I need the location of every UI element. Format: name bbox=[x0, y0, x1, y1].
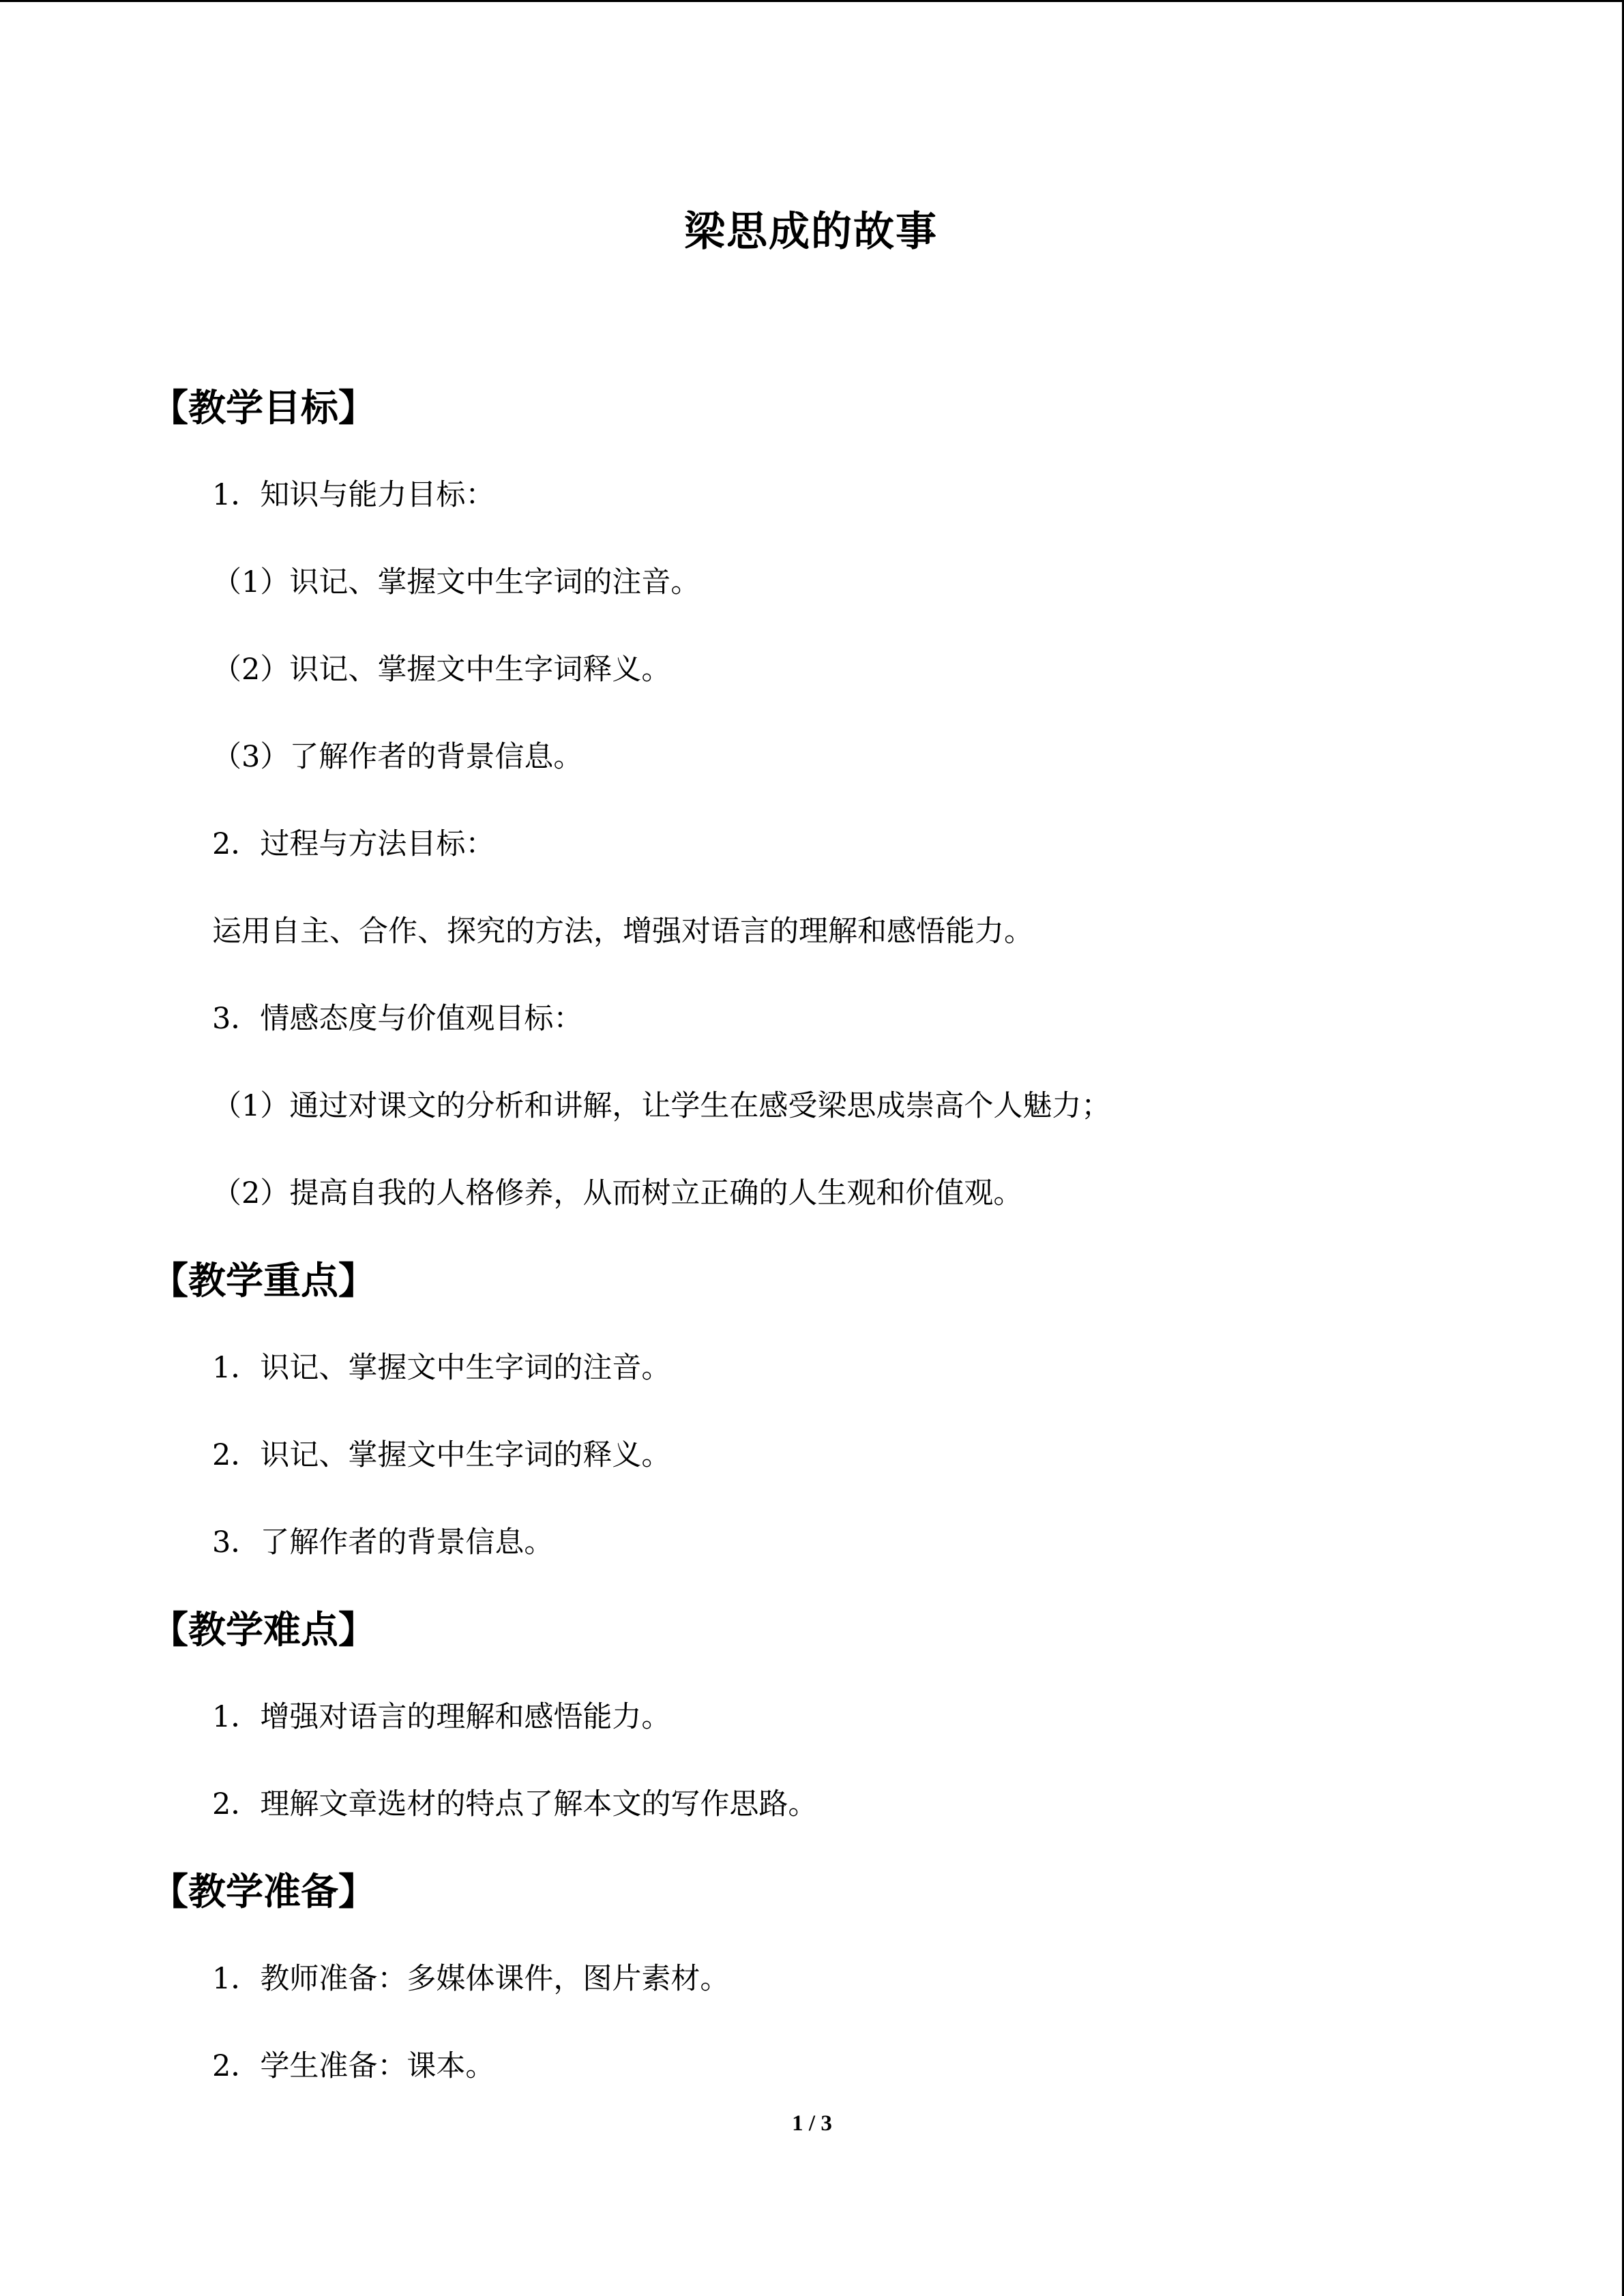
list-item: 运用自主、合作、探究的方法，增强对语言的理解和感悟能力。 bbox=[212, 914, 1033, 949]
list-item: （1）识记、掌握文中生字词的注音。 bbox=[212, 565, 700, 599]
list-item: （2）提高自我的人格修养，从而树立正确的人生观和价值观。 bbox=[212, 1176, 1023, 1210]
list-item: 2．过程与方法目标： bbox=[212, 827, 495, 861]
list-item: （1）通过对课文的分析和讲解，让学生在感受梁思成崇高个人魅力； bbox=[212, 1089, 1111, 1123]
list-item: 2．理解文章选材的特点了解本文的写作思路。 bbox=[212, 1787, 818, 1821]
list-item: （2）识记、掌握文中生字词释义。 bbox=[212, 653, 671, 687]
document-body bbox=[0, 364, 1569, 2110]
list-item: 1．知识与能力目标： bbox=[212, 478, 495, 512]
list-item: 1．增强对语言的理解和感悟能力。 bbox=[212, 1700, 671, 1734]
list-item: 3．情感态度与价值观目标： bbox=[212, 1002, 583, 1036]
section-heading-teaching-objectives: 【教学目标】 bbox=[151, 386, 377, 430]
section-heading-teaching-focus: 【教学重点】 bbox=[151, 1259, 377, 1302]
list-item: 2．学生准备：课本。 bbox=[212, 2049, 495, 2083]
section-heading-teaching-difficulties: 【教学难点】 bbox=[151, 1608, 377, 1652]
list-item: （3）了解作者的背景信息。 bbox=[212, 740, 583, 774]
list-item: 2．识记、掌握文中生字词的释义。 bbox=[212, 1438, 671, 1472]
list-item: 1．识记、掌握文中生字词的注音。 bbox=[212, 1351, 671, 1385]
page-title: 梁思成的故事 bbox=[684, 208, 938, 256]
section-heading-teaching-preparation: 【教学准备】 bbox=[151, 1870, 377, 1913]
list-item: 3．了解作者的背景信息。 bbox=[212, 1525, 554, 1560]
page-number: 1 / 3 bbox=[792, 2111, 832, 2136]
list-item: 1．教师准备：多媒体课件，图片素材。 bbox=[212, 1962, 730, 1996]
